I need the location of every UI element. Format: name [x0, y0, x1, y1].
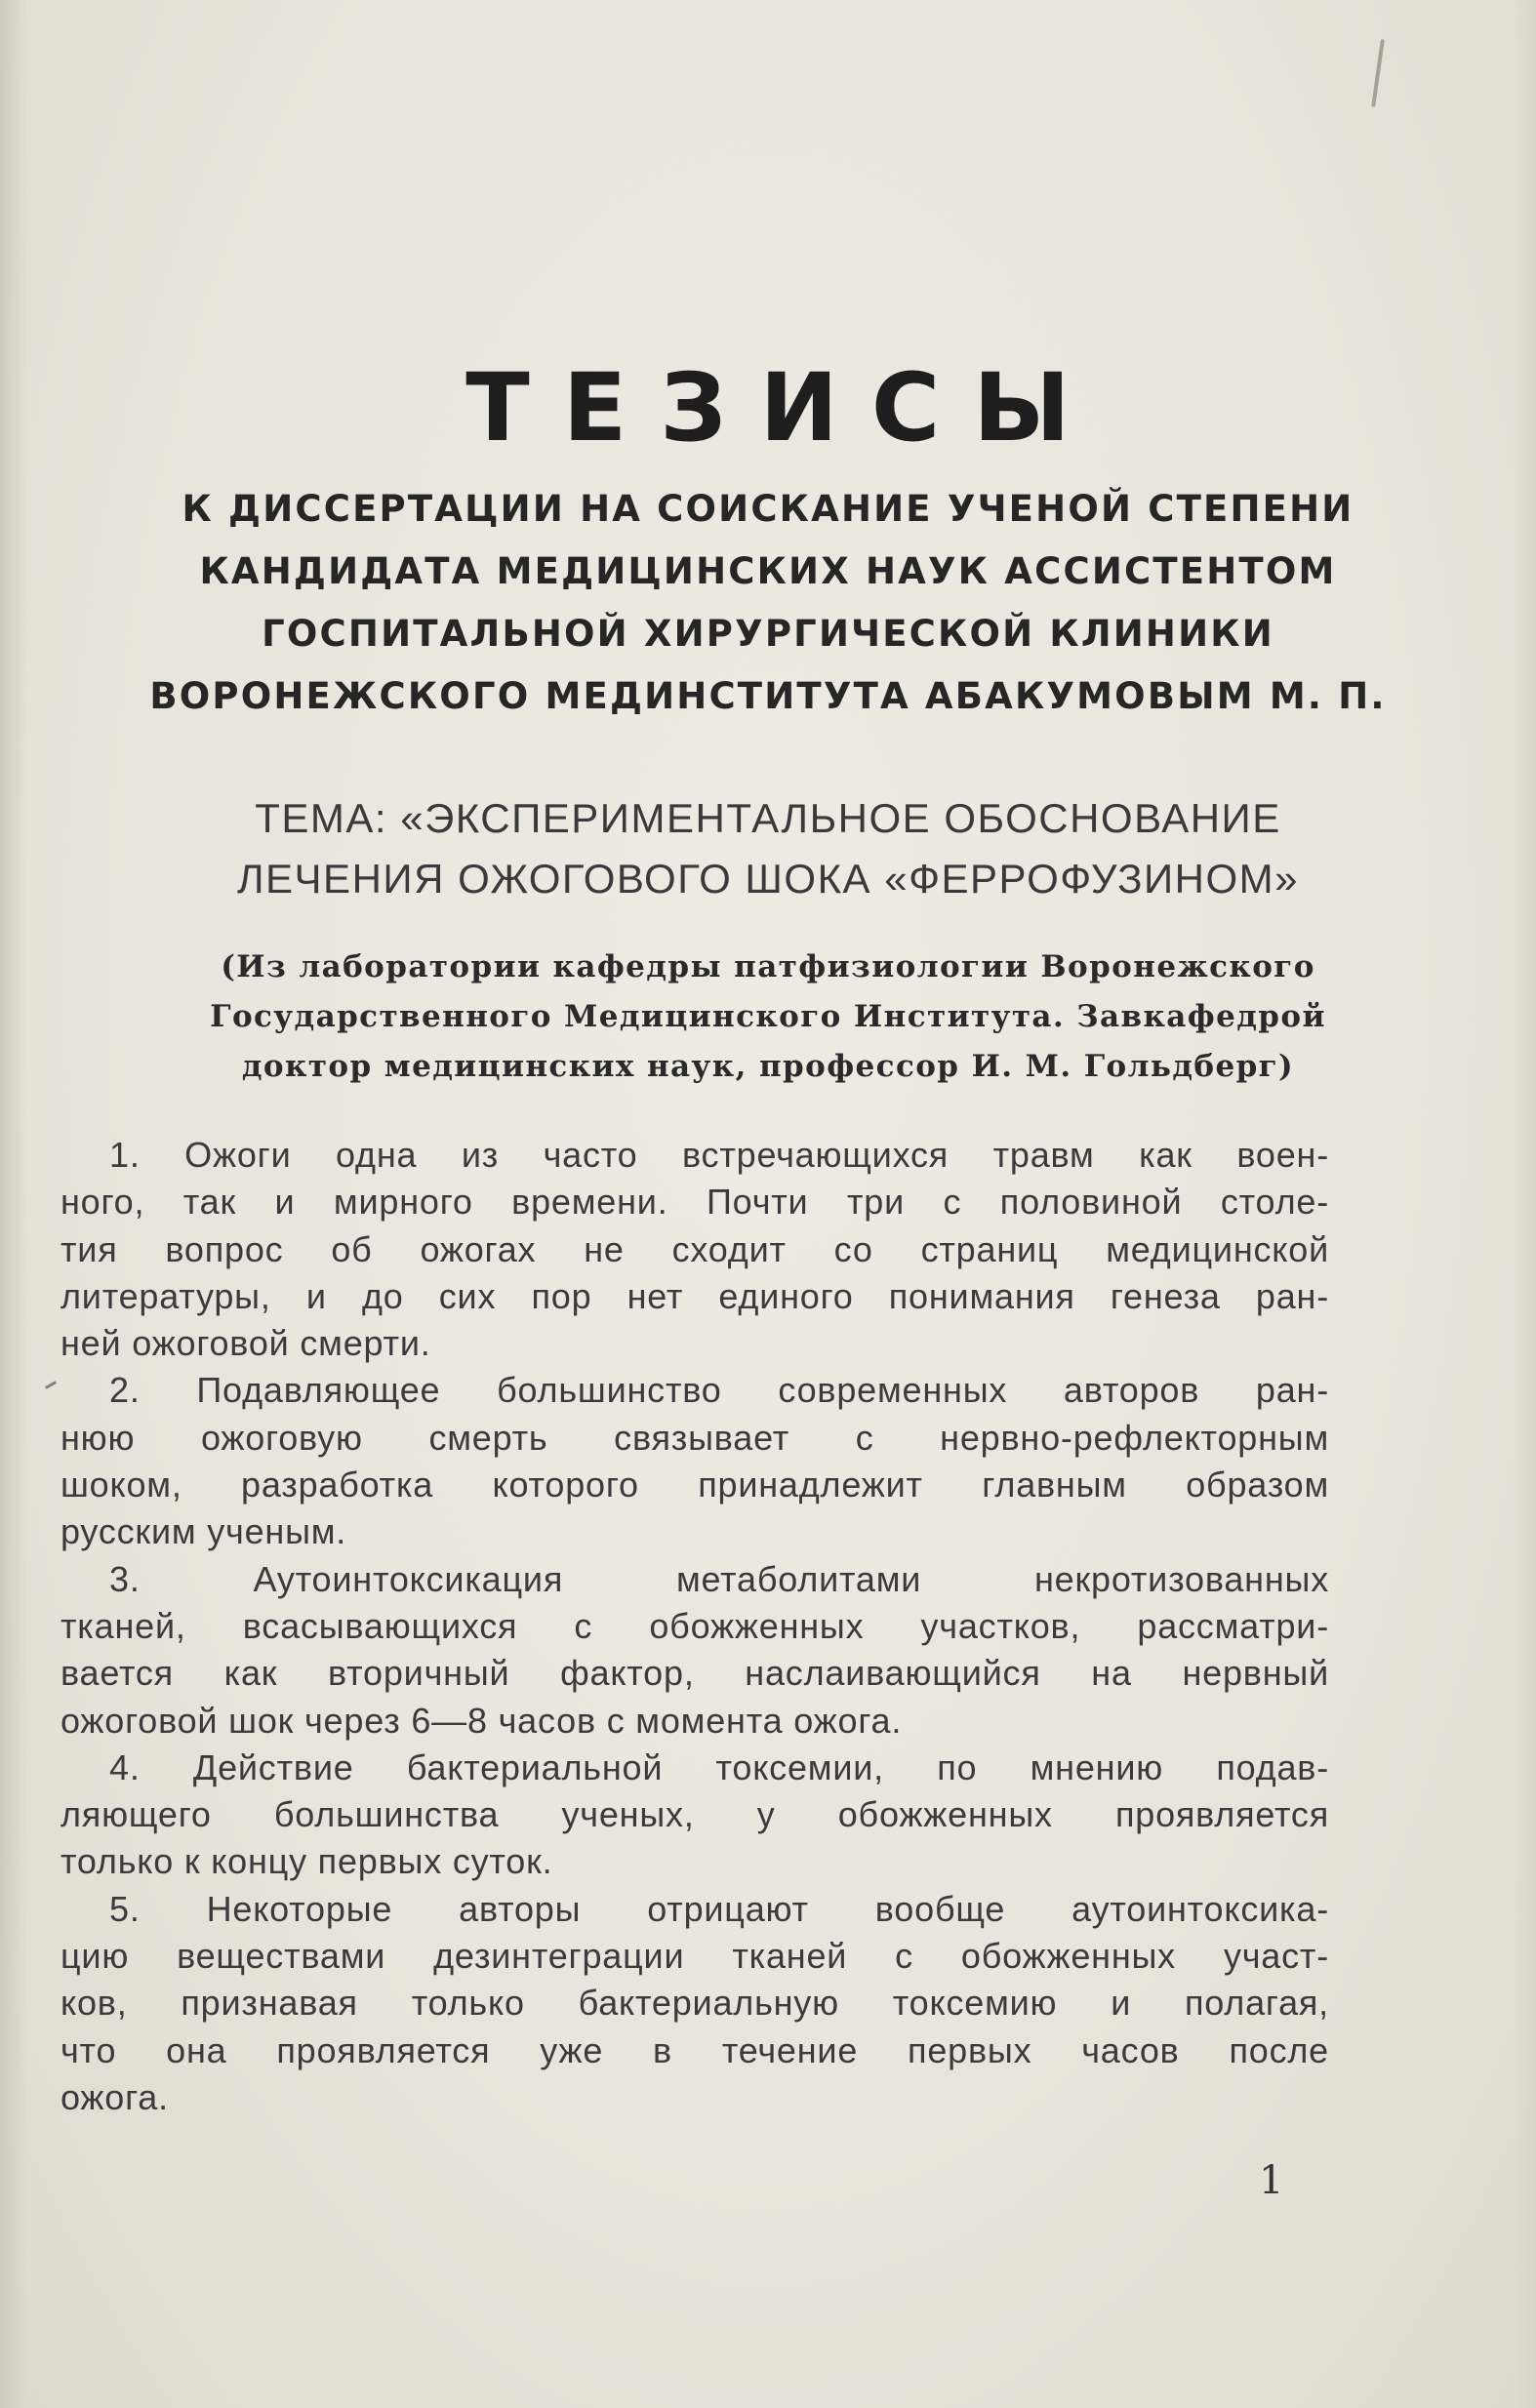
paragraph-line: ков, признавая только бактериальную токсемию и полагая,: [61, 1983, 1329, 2024]
paragraph-3: [61, 1556, 1329, 1745]
paragraph-line: что она проявляется уже в течение первых часов после: [61, 2029, 1329, 2070]
paragraph-2: [61, 1367, 1329, 1555]
paragraph-line: ного, так и мирного времени. Почти три с половиной столе-: [61, 1182, 1329, 1223]
theses-body: [61, 1132, 1329, 2121]
paragraph-1: [61, 1132, 1329, 1367]
theme-line: ТЕМА: «ЭКСПЕРИМЕНТАЛЬНОЕ ОБОСНОВАНИЕ: [255, 795, 1281, 841]
paragraph-4: [61, 1745, 1329, 1886]
page-number: 1: [1259, 2158, 1284, 2203]
paragraph-line: нюю ожоговую смерть связывает с нервно-рефлекторным: [61, 1417, 1329, 1458]
paragraph-line: ней ожоговой смерти.: [61, 1323, 431, 1364]
origin-line: (Из лаборатории кафедры патфизиологии Воронежского: [221, 949, 1315, 984]
paragraph-line: 4. Действие бактериальной токсемии, по мнению подав-: [109, 1746, 1329, 1787]
origin-line: доктор медицинских наук, профессор И. М. Гольдберг): [241, 1049, 1295, 1084]
paragraph-line: 2. Подавляющее большинство современных авторов ран-: [109, 1370, 1329, 1411]
pencil-mark: [1371, 39, 1385, 107]
paragraph-line: 5. Некоторые авторы отрицают вообще аутоинтоксика-: [109, 1888, 1329, 1929]
origin-line: Государственного Медицинского Института. Завкафедрой: [210, 999, 1326, 1034]
subtitle-line: К ДИССЕРТАЦИИ НА СОИСКАНИЕ УЧЕНОЙ СТЕПЕНИ: [182, 488, 1354, 530]
paragraph-5: [61, 1886, 1329, 2121]
paragraph-line: тканей, всасывающихся с обожженных участков, рассматри-: [61, 1605, 1329, 1646]
paragraph-line: ожога.: [61, 2076, 169, 2117]
laboratory-origin: [0, 943, 1536, 1092]
paragraph-line: русским ученым.: [61, 1511, 347, 1552]
paragraph-line: 1. Ожоги одна из часто встречающихся травм как воен-: [109, 1135, 1329, 1175]
dissertation-theme: [0, 788, 1536, 909]
paragraph-line: цию веществами дезинтеграции тканей с обожженных участ-: [61, 1936, 1329, 1977]
paragraph-line: ожоговой шок через 6—8 часов с момента ожога.: [61, 1700, 903, 1741]
paragraph-line: 3. Аутоинтоксикация метаболитами некротизованных: [109, 1558, 1329, 1599]
margin-tick-mark: [45, 1381, 57, 1389]
paragraph-line: шоком, разработка которого принадлежит главным образом: [61, 1465, 1329, 1505]
subtitle-line: ГОСПИТАЛЬНОЙ ХИРУРГИЧЕСКОЙ КЛИНИКИ: [262, 613, 1274, 655]
paragraph-line: только к концу первых суток.: [61, 1841, 553, 1882]
paragraph-line: вается как вторичный фактор, наслаивающийся на нервный: [61, 1653, 1329, 1694]
paragraph-line: тия вопрос об ожогах не сходит со страниц медицинской: [61, 1228, 1329, 1269]
theme-line: ЛЕЧЕНИЯ ОЖОГОВОГО ШОКА «ФЕРРОФУЗИНОМ»: [236, 856, 1300, 902]
paragraph-line: ляющего большинства ученых, у обожженных проявляется: [61, 1794, 1329, 1835]
subtitle-line: КАНДИДАТА МЕДИЦИНСКИХ НАУК АССИСТЕНТОМ: [199, 550, 1337, 592]
document-subtitle: [0, 478, 1536, 728]
subtitle-line: ВОРОНЕЖСКОГО МЕДИНСТИТУТА АБАКУМОВЫМ М. П.: [149, 675, 1387, 717]
paragraph-line: литературы, и до сих пор нет единого понимания генеза ран-: [61, 1275, 1329, 1316]
document-title: ТЕЗИСЫ: [465, 353, 1104, 462]
